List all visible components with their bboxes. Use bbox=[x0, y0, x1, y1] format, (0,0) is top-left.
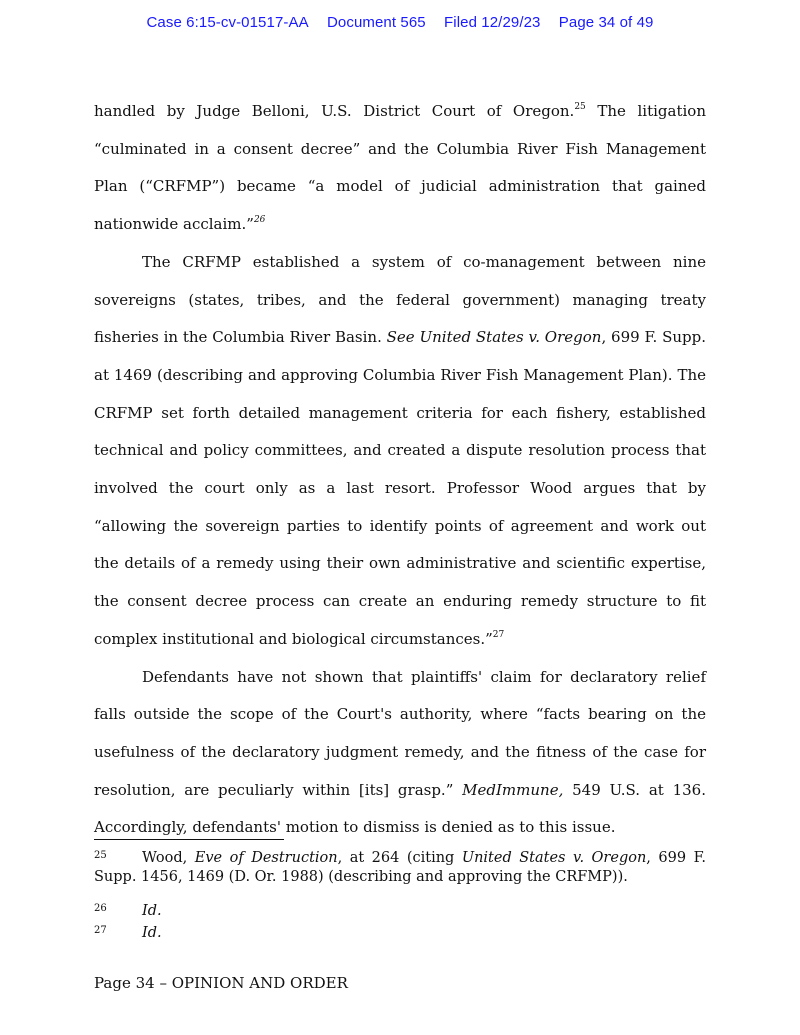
header-page: Page 34 of 49 bbox=[558, 14, 654, 31]
header-case-number: Case 6:15-cv-01517-AA bbox=[146, 14, 309, 31]
footnote-divider bbox=[94, 839, 284, 840]
footnote-number: 26 bbox=[94, 903, 107, 914]
paragraph-3-text-a: Defendants have not shown that plaintiffs' claim for declaratory relief falls outside the scope of the Court's authority, where “facts bearing on the usefulness of the declaratory judgment remedy, and the fitness of the case for resolution, are peculiarly within [its] grasp.” bbox=[94, 667, 706, 799]
footnote-text: Id. bbox=[142, 925, 162, 941]
footnote-ref-25: 25 bbox=[574, 102, 586, 112]
paragraph-1-text-b: The litigation “culminated in a consent decree” and the Columbia River Fish Management Plan (“CRFMP”) became “a model of judicial administration that gained nationwide acclaim.” bbox=[94, 102, 706, 234]
paragraph-2-text-b: , 699 F. Supp. at 1469 (describing and approving Columbia River Fish Management Plan). The CRFMP set forth detailed management criteria for each fishery, established technical and policy committees, and created a dispute resolution process that involved the court only as a last resort. Professor Wood argues that by “allowing the sovereign parties to identify points of agreement and work out the details of a remedy using their own administrative and scientific expertise, the consent decree process can create an enduring remedy structure to fit complex institutional and biological circumstances.” bbox=[94, 328, 707, 648]
footnote-text: Id. bbox=[142, 903, 162, 919]
page-footer: Page 34 – OPINION AND ORDER bbox=[94, 974, 348, 992]
footnote-ref-26: 26 bbox=[253, 215, 266, 226]
footnote-title-italic: Eve of Destruction bbox=[194, 850, 338, 866]
footnote-26 bbox=[94, 899, 706, 921]
footnote-text: , at 264 (citing bbox=[337, 850, 462, 866]
footnote-case-italic: United States v. Oregon bbox=[461, 850, 647, 866]
footnote-number: 25 bbox=[94, 850, 107, 861]
footnotes bbox=[94, 846, 706, 943]
citation-see-us-v-oregon: See United States v. Oregon bbox=[386, 328, 602, 347]
header-filed-date: Filed 12/29/23 bbox=[444, 14, 541, 31]
footnote-text: Wood, bbox=[142, 850, 195, 866]
paragraph-1-text-a: handled by Judge Belloni, U.S. District Court of Oregon. bbox=[94, 102, 575, 120]
footnote-27 bbox=[94, 921, 706, 943]
paragraph-2-text-a: The CRFMP established a system of co-management between nine sovereigns (states, tribes, and the federal government) managing treaty fisheries in the Columbia River Basin. bbox=[94, 252, 706, 347]
footnote-25 bbox=[94, 846, 706, 887]
paragraph-3-text-b: 549 U.S. at 136. Accordingly, defendants' motion to dismiss is denied as to this issue. bbox=[94, 780, 706, 837]
citation-medimmune: MedImmune, bbox=[462, 780, 564, 799]
footnote-number: 27 bbox=[94, 925, 107, 936]
case-header bbox=[0, 14, 800, 31]
header-document: Document 565 bbox=[326, 14, 426, 31]
document-body bbox=[94, 93, 706, 847]
footnote-ref-27: 27 bbox=[492, 629, 505, 640]
footnote-text: , 699 F. Supp. 1456, 1469 (D. Or. 1988) (describing and approving the CRFMP)). bbox=[94, 850, 706, 885]
paragraph-1 bbox=[94, 93, 706, 244]
paragraph-3 bbox=[94, 659, 706, 848]
paragraph-2 bbox=[94, 244, 706, 659]
